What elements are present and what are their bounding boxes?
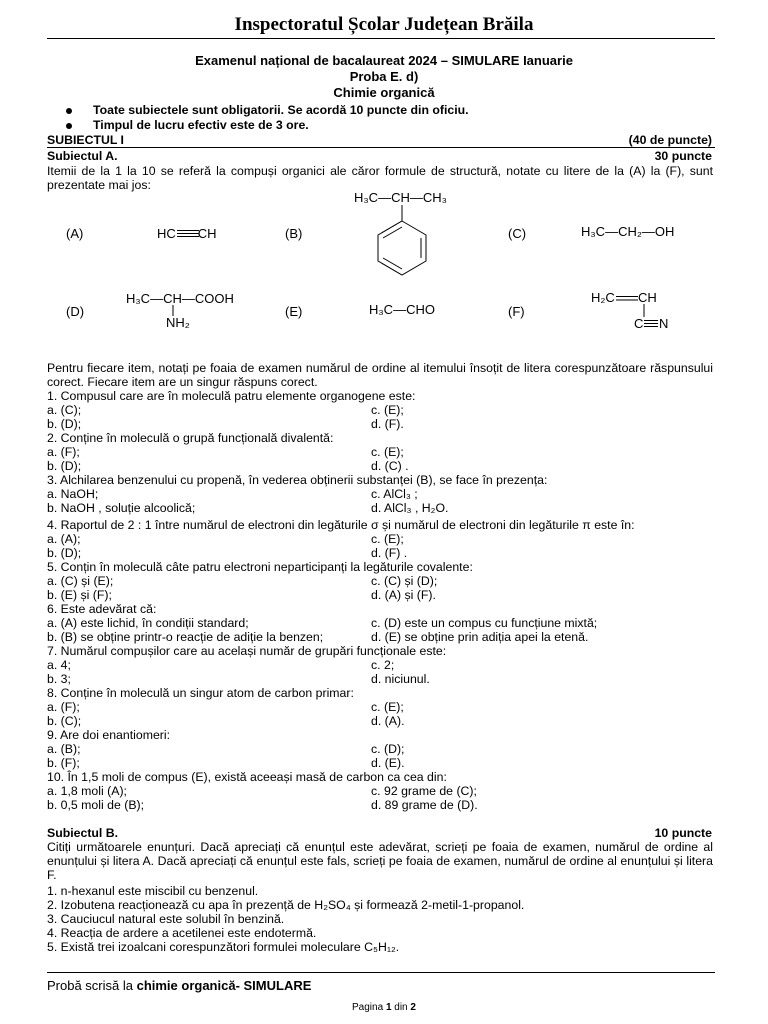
compound-b-label: (B) [285, 226, 303, 241]
option-a: a. 1,8 moli (A); [47, 784, 127, 798]
item-question: 7. Numărul compușilor care au același număr de grupări funcționale este: [47, 644, 447, 658]
option-b: b. (E) și (F); [47, 588, 112, 602]
item-question: 3. Alchilarea benzenului cu propenă, în vederea obținerii substanței (B), se face în prezența: [47, 473, 548, 487]
option-c: c. 2; [371, 658, 395, 672]
compound-f-bottom-right: N [659, 316, 669, 331]
item-question: 5. Conțin în moleculă câte patru electroni neparticipanți la legăturile covalente: [47, 560, 473, 574]
footer-label [47, 979, 311, 993]
compound-d-main: H₃C—CH—COOH [126, 291, 234, 306]
compound-f-label: (F) [508, 304, 525, 319]
footer-subject: chimie organică- SIMULARE [136, 978, 312, 993]
compound-e-label: (E) [285, 304, 303, 319]
option-d: d. (E). [371, 756, 405, 770]
option-a: a. (B); [47, 742, 81, 756]
option-b: b. (D); [47, 459, 82, 473]
option-c: c. 92 grame de (C); [371, 784, 477, 798]
compound-a-left: HC [157, 226, 176, 241]
double-bond-icon [616, 295, 640, 303]
compound-d-sub: NH₂ [166, 315, 190, 330]
compound-f-top-left: H₂C [591, 290, 615, 305]
option-d: d. (A). [371, 714, 405, 728]
triple-bond-icon [644, 319, 660, 329]
exam-subject: Chimie organică [333, 85, 435, 100]
statement-4: 4. Reacția de ardere a acetilenei este endotermă. [47, 926, 317, 940]
compound-b-top: H₃C—CH—CH₃ [354, 190, 447, 205]
benzene-ring-icon [352, 205, 432, 285]
option-d: d. (F) . [371, 546, 408, 560]
subiect-a-points: 30 puncte [654, 149, 712, 163]
option-a: a. 4; [47, 658, 71, 672]
compound-f-bottom-left: C [634, 316, 644, 331]
item-question: 4. Raportul de 2 : 1 între numărul de electroni din legăturile σ și numărul de electroni din legăturile π este în: [47, 518, 635, 532]
compound-a-right: CH [197, 226, 217, 241]
item-question: 10. În 1,5 moli de compus (E), există aceeași masă de carbon ca cea din: [47, 770, 447, 784]
page-current: 1 [385, 1002, 392, 1013]
option-c: c. (D) este un compus cu funcțiune mixtă; [371, 616, 598, 630]
option-c: c. (C) și (D); [371, 574, 438, 588]
footer-prefix: Probă scrisă la [47, 978, 137, 993]
option-c: c. (D); [371, 742, 405, 756]
option-a: a. (A) este lichid, în condiții standard; [47, 616, 249, 630]
option-c: c. (E); [371, 403, 404, 417]
page-total: 2 [410, 1002, 416, 1013]
header-rule [47, 38, 715, 39]
option-b: b. (D); [47, 546, 82, 560]
compound-f-top-right: CH [638, 290, 657, 305]
option-c: c. (E); [371, 532, 404, 546]
option-d: d. (E) se obține prin adiția apei la etenă. [371, 630, 589, 644]
option-b: b. (F); [47, 756, 80, 770]
statement-2: 2. Izobutena reacționează cu apa în prezență de H₂SO₄ și formează 2-metil-1-propanol. [47, 898, 525, 912]
option-d: d. (C) . [371, 459, 409, 473]
subiectul-rule [47, 147, 715, 148]
option-d: d. 89 grame de (D). [371, 798, 478, 812]
option-c: c. (E); [371, 700, 404, 714]
footer-rule [47, 972, 715, 973]
statement-5: 5. Există trei izoalcani corespunzători formulei moleculare C₅H₁₂. [47, 940, 400, 954]
option-d: d. (A) și (F). [371, 588, 436, 602]
subiect-b-points: 10 puncte [654, 826, 712, 840]
option-b: b. 3; [47, 672, 71, 686]
item-question: 9. Are doi enantiomeri: [47, 728, 171, 742]
option-a: a. NaOH; [47, 487, 99, 501]
option-c: c. AlCl₃ ; [371, 487, 418, 501]
statement-3: 3. Cauciucul natural este solubil în benzină. [47, 912, 285, 926]
rule-1: Toate subiectele sunt obligatorii. Se acordă 10 puncte din oficiu. [93, 103, 469, 117]
option-b: b. 0,5 moli de (B); [47, 798, 145, 812]
item-question: 8. Conține în moleculă un singur atom de carbon primar: [47, 686, 354, 700]
subiect-a-label: Subiectul A. [47, 149, 118, 163]
rule-2: Timpul de lucru efectiv este de 3 ore. [93, 118, 309, 132]
statement-1: 1. n-hexanul este miscibil cu benzenul. [47, 884, 259, 898]
option-b: b. (D); [47, 417, 82, 431]
page-mid: din [391, 1002, 411, 1013]
page-prefix: Pagina [352, 1002, 386, 1013]
triple-bond-icon [177, 229, 201, 239]
item-question: 2. Conține în moleculă o grupă funcțională divalentă: [47, 431, 334, 445]
subiect-b-label: Subiectul B. [47, 826, 119, 840]
option-b: b. (B) se obține printr-o reacție de adiție la benzen; [47, 630, 324, 644]
option-a: a. (F); [47, 700, 80, 714]
option-d: d. niciunul. [371, 672, 430, 686]
option-d: d. (F). [371, 417, 404, 431]
exam-title: Examenul național de bacalaureat 2024 – SIMULARE Ianuarie [195, 53, 573, 68]
option-a: a. (A); [47, 532, 81, 546]
single-bond-icon [643, 304, 647, 318]
item-question: 6. Este adevărat că: [47, 602, 157, 616]
bullet-icon [66, 108, 72, 114]
option-d: d. AlCl₃ , H₂O. [371, 501, 449, 515]
option-a: a. (F); [47, 445, 80, 459]
option-b: b. (C); [47, 714, 82, 728]
subiect-a-intro: Itemii de la 1 la 10 se referă la compuși organici ale căror formule de structură, notate cu litere de la (A) la (F), sunt prezentate mai jos: [47, 164, 713, 193]
subiectul-1-label: SUBIECTUL I [47, 133, 124, 147]
option-a: a. (C); [47, 403, 82, 417]
option-c: c. (E); [371, 445, 404, 459]
compound-c-label: (C) [508, 226, 527, 241]
subiect-b-intro: Citiți următoarele enunțuri. Dacă apreciați că enunțul este adevărat, scrieți pe foaia de examen, numărul de ordine al enunțului și litera A. Dacă apreciați că enunțul este fals, scrieți pe foaia de examen, numărul de ordine al enunțului și litera F. [47, 840, 713, 883]
inspectorate-title: Inspectoratul Școlar Județean Brăila [234, 14, 534, 35]
page-number [0, 1001, 768, 1015]
compound-c-formula: H₃C—CH₂—OH [581, 224, 675, 239]
option-a: a. (C) și (E); [47, 574, 114, 588]
instructions: Pentru fiecare item, notați pe foaia de examen numărul de ordine al itemului însoțit de litera corespunzătoare răspunsului corect. Fiecare item are un singur răspuns corect. [47, 361, 713, 390]
bullet-icon [66, 123, 72, 129]
exam-proba: Proba E. d) [349, 69, 419, 84]
subiectul-1-points: (40 de puncte) [628, 133, 712, 147]
compound-e-formula: H₃C—CHO [369, 302, 435, 317]
option-b: b. NaOH , soluție alcoolică; [47, 501, 196, 515]
item-question: 1. Compusul care are în moleculă patru elemente organogene este: [47, 389, 416, 403]
compound-a-label: (A) [66, 226, 84, 241]
compound-d-label: (D) [66, 304, 85, 319]
